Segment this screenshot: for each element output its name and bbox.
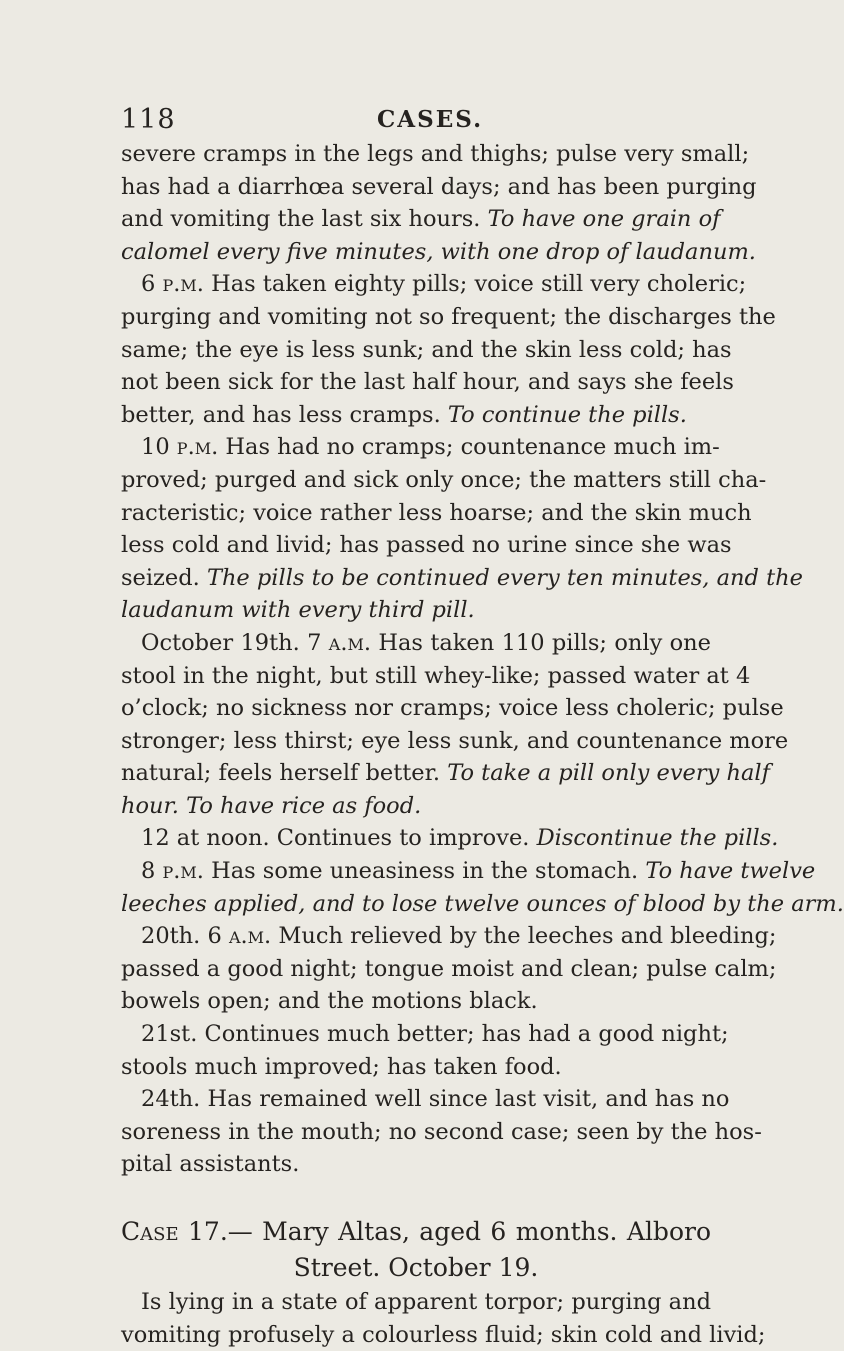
text-run: pital assistants. [121, 1151, 300, 1178]
text-line [121, 953, 777, 986]
text-line [121, 757, 770, 790]
text-run: 8 [141, 858, 163, 885]
text-line [121, 497, 752, 530]
text-line [121, 562, 803, 595]
text-line [121, 334, 732, 367]
text-run: natural; feels herself better. [121, 760, 448, 787]
text-run: p.m. [162, 858, 204, 885]
text-run: Has had no cramps; countenance much im- [218, 434, 720, 461]
text-run: calomel every five minutes, with one drop of laudanum. [121, 238, 756, 265]
text-line [121, 431, 720, 464]
text-run: 6 [141, 271, 163, 298]
text-run: 20th. 6 [141, 923, 229, 950]
text-run: stronger; less thirst; eye less sunk, and countenance more [121, 727, 789, 754]
text-line [121, 1286, 711, 1319]
text-run: To have one grain of [487, 206, 721, 233]
text-run: and vomiting the last six hours. [121, 206, 488, 233]
text-run: 12 at noon. Continues to improve. [141, 825, 537, 852]
text-run: 24th. Has remained well since last visit, and has no [141, 1086, 730, 1113]
text-line [121, 855, 816, 888]
text-run: seized. [121, 564, 207, 591]
text-run: a.m. [328, 629, 372, 656]
text-line [121, 203, 721, 236]
text-run: Has some uneasiness in the stomach. [203, 858, 646, 885]
text-line [121, 692, 784, 725]
text-run: stools much improved; has taken food. [121, 1053, 562, 1080]
case-17-notes [121, 1286, 766, 1351]
text-run: has had a diarrhœa several days; and has been purging [121, 173, 757, 200]
text-run: To continue the pills. [447, 401, 687, 428]
case-heading-line-1 [121, 1214, 711, 1250]
text-line [121, 1018, 729, 1051]
text-run: laudanum with every third pill. [121, 597, 475, 624]
text-run: soreness in the mouth; no second case; seen by the hos- [121, 1118, 762, 1145]
text-line [121, 660, 751, 693]
text-line [121, 301, 776, 334]
text-run: not been sick for the last half hour, and says she feels [121, 369, 734, 396]
text-line [121, 366, 734, 399]
text-line [121, 1116, 762, 1149]
text-run: 17.— Mary Altas, aged 6 months. Alboro [178, 1217, 711, 1246]
text-run: Discontinue the pills. [536, 825, 779, 852]
text-line [121, 268, 747, 301]
text-run: same; the eye is less sunk; and the skin less cold; has [121, 336, 732, 363]
text-line [121, 399, 711, 432]
text-run: stool in the night, but still whey-like; passed water at 4 [121, 662, 751, 689]
text-run: hour. To have rice as food. [121, 792, 422, 819]
text-run: bowels open; and the motions black. [121, 988, 538, 1015]
case-notes [121, 138, 844, 1181]
text-run: Has taken eighty pills; voice still very choleric; [203, 271, 747, 298]
text-line [121, 888, 844, 921]
text-run: better, and has less cramps. [121, 401, 448, 428]
text-run: racteristic; voice rather less hoarse; and the skin much [121, 499, 752, 526]
case-heading-line-2 [121, 1250, 711, 1286]
text-run: 21st. Continues much better; has had a good night; [141, 1021, 729, 1048]
text-run: vomiting profusely a colourless fluid; skin cold and livid; [121, 1321, 766, 1348]
text-line [121, 725, 789, 758]
text-run: o’clock; no sickness nor cramps; voice less choleric; pulse [121, 695, 784, 722]
text-run: To have twelve [645, 858, 816, 885]
page-body [121, 138, 844, 1351]
text-line [121, 171, 757, 204]
text-line [121, 138, 750, 171]
text-run: Much relieved by the leeches and bleeding; [271, 923, 777, 950]
text-run: 10 [141, 434, 177, 461]
text-line [121, 790, 711, 823]
text-run: The pills to be continued every ten minutes, and the [206, 564, 803, 591]
text-run: less cold and livid; has passed no urine since she was [121, 532, 732, 559]
text-run: purging and vomiting not so frequent; the discharges the [121, 303, 776, 330]
text-run: passed a good night; tongue moist and clean; pulse calm; [121, 955, 777, 982]
text-run: Has taken 110 pills; only one [371, 629, 711, 656]
text-run: Is lying in a state of apparent torpor; purging and [141, 1289, 711, 1315]
text-line [121, 236, 756, 269]
text-line [121, 1051, 711, 1084]
section-gap [121, 1181, 711, 1214]
text-line [121, 985, 711, 1018]
text-run: severe cramps in the legs and thighs; pulse very small; [121, 141, 750, 167]
text-run: p.m. [176, 434, 219, 461]
text-line [121, 1083, 730, 1116]
text-run: To take a pill only every half [447, 760, 770, 787]
text-line [121, 464, 767, 497]
text-run: p.m. [162, 271, 204, 298]
page-header [121, 104, 691, 134]
text-run: proved; purged and sick only once; the matters still cha- [121, 466, 767, 493]
text-line [121, 920, 777, 953]
text-line [121, 529, 732, 562]
text-run: Case [121, 1217, 179, 1246]
text-line [121, 1319, 766, 1351]
text-line [121, 822, 779, 855]
text-run: Street. October 19. [293, 1253, 539, 1282]
text-run: leeches applied, and to lose twelve ounces of blood by the arm. [121, 890, 844, 917]
text-line [121, 1148, 711, 1181]
text-run: October 19th. 7 [141, 629, 329, 656]
text-line [121, 594, 711, 627]
page-number: 118 [121, 104, 176, 135]
text-run: a.m. [228, 923, 272, 950]
text-line [121, 627, 711, 660]
running-head: CASES. [377, 106, 484, 133]
